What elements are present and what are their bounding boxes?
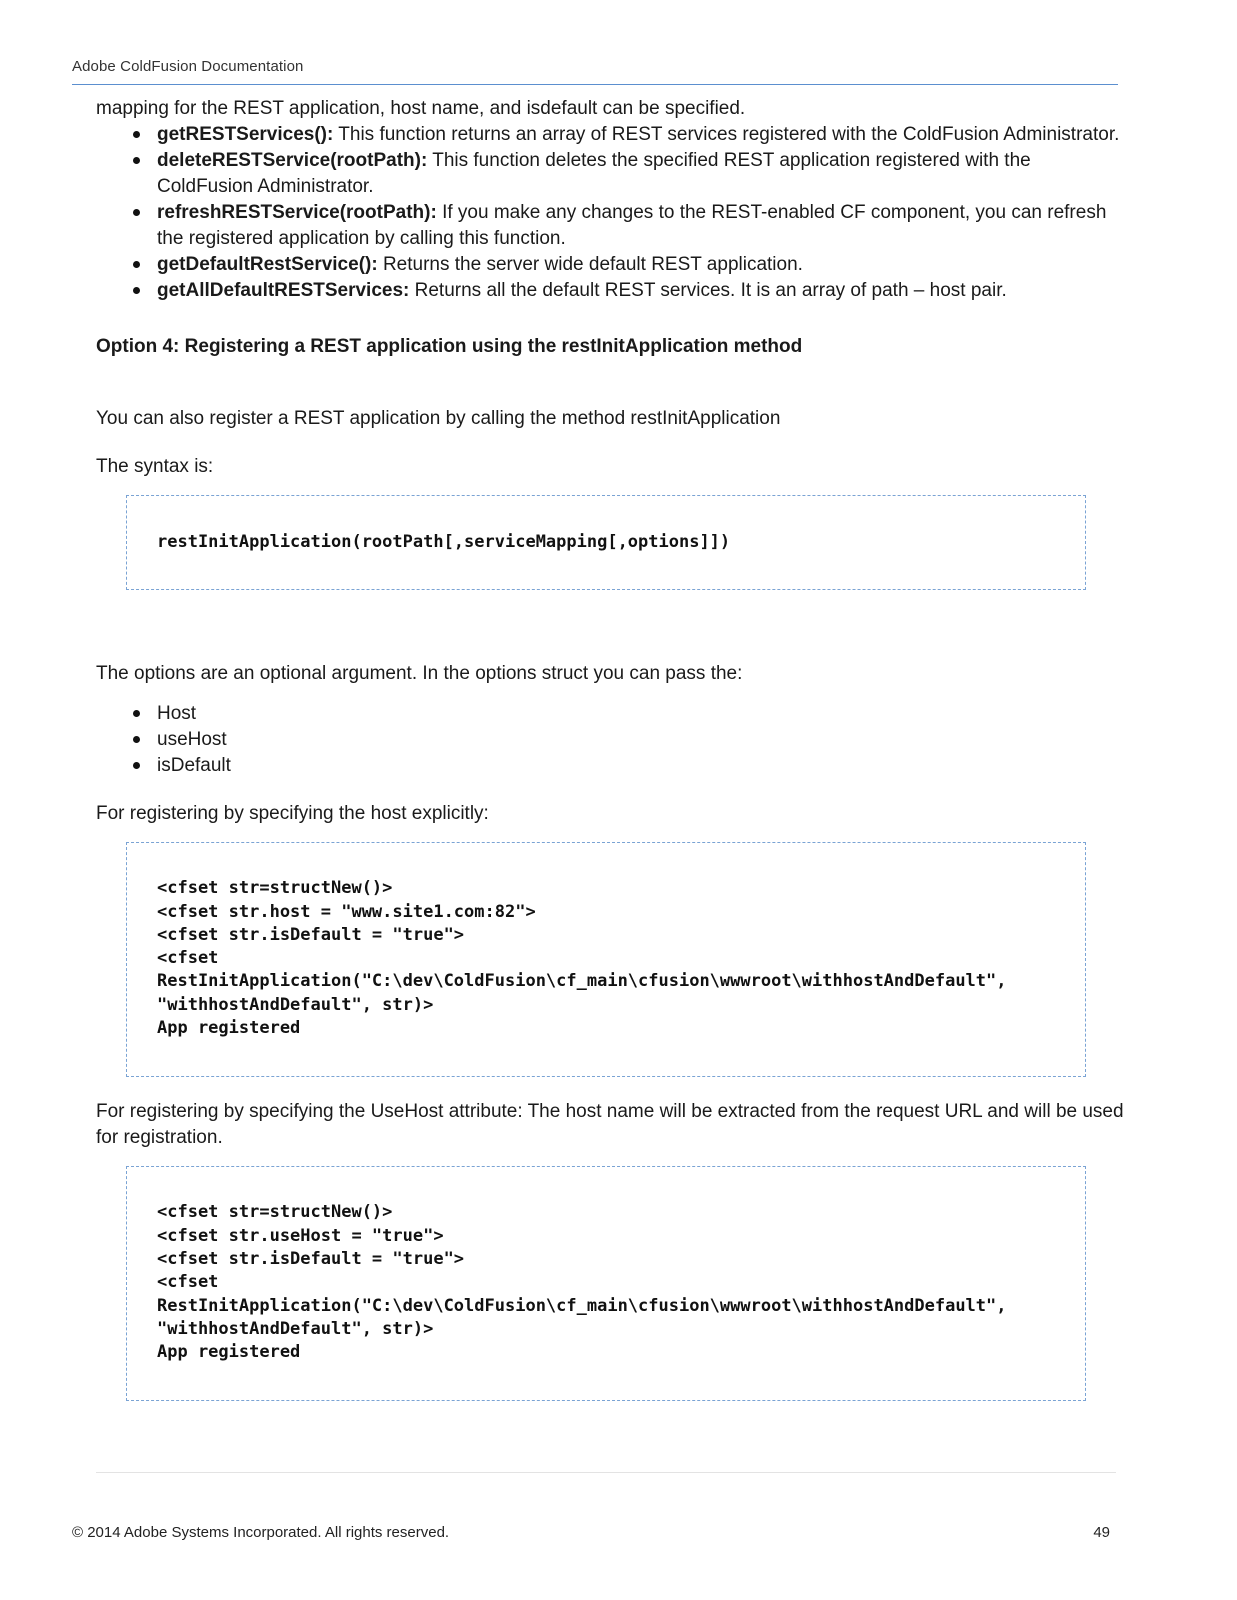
list-item: isDefault [96, 753, 1126, 779]
list-item [96, 252, 1126, 278]
footer-copyright: © 2014 Adobe Systems Incorporated. All rights reserved. [72, 1524, 450, 1541]
list-item [96, 148, 1126, 200]
page-number: 49 [1093, 1524, 1110, 1541]
function-description: This function returns an array of REST services registered with the ColdFusion Administrator. [333, 124, 1120, 145]
list-item: Host [96, 701, 1126, 727]
section-heading: Option 4: Registering a REST application using the restInitApplication method [96, 336, 803, 357]
function-list [96, 122, 1126, 304]
document-header-title: Adobe ColdFusion Documentation [72, 58, 304, 75]
usehost-code-block: <cfset str=structNew()> <cfset str.useHost = "true"> <cfset str.isDefault = "true"> <cfset RestInitApplication("C:\dev\ColdFusion\cf_main\cfusion\wwwroot\withhostAndDefault", "withhostAndDefault", str)> App registered [126, 1166, 1086, 1401]
page-content [96, 96, 1126, 1401]
footer-divider [96, 1472, 1116, 1473]
function-name: refreshRESTService(rootPath): [157, 202, 437, 223]
intro-continuation: mapping for the REST application, host name, and isdefault can be specified. [96, 98, 746, 119]
host-code-block: <cfset str=structNew()> <cfset str.host = "www.site1.com:82"> <cfset str.isDefault = "true"> <cfset RestInitApplication("C:\dev\ColdFusion\cf_main\cfusion\wwwroot\withhostAndDefault", "withhostAndDefault", str)> App registered [126, 842, 1086, 1077]
function-description: If you make any changes to the REST-enabled CF component, you can refresh the registered application by calling this function. [157, 202, 1107, 249]
syntax-code-block: restInitApplication(rootPath[,serviceMapping[,options]]) [126, 495, 1086, 590]
list-item [96, 278, 1126, 304]
paragraph-options-intro: The options are an optional argument. In the options struct you can pass the: [96, 663, 743, 685]
function-description: This function deletes the specified REST application registered with the ColdFusion Administrator. [157, 150, 1031, 197]
function-description: Returns the server wide default REST application. [377, 254, 803, 275]
paragraph-intro: You can also register a REST application by calling the method restInitApplication [96, 408, 781, 429]
header-divider [72, 84, 1118, 85]
function-name: getRESTServices(): [157, 124, 334, 145]
function-name: deleteRESTService(rootPath): [157, 150, 428, 171]
list-item [96, 122, 1126, 148]
options-list [96, 701, 1126, 779]
paragraph-host-label: For registering by specifying the host explicitly: [96, 803, 489, 825]
list-item: useHost [96, 727, 1126, 753]
function-name: getAllDefaultRESTServices: [157, 280, 410, 301]
function-name: getDefaultRestService(): [157, 254, 378, 275]
paragraph-usehost-label: For registering by specifying the UseHost attribute: The host name will be extracted from the request URL and will be used for registration. [96, 1101, 1124, 1149]
function-description: Returns all the default REST services. It is an array of path – host pair. [409, 280, 1007, 301]
list-item [96, 200, 1126, 252]
paragraph-syntax-label: The syntax is: [96, 456, 214, 477]
